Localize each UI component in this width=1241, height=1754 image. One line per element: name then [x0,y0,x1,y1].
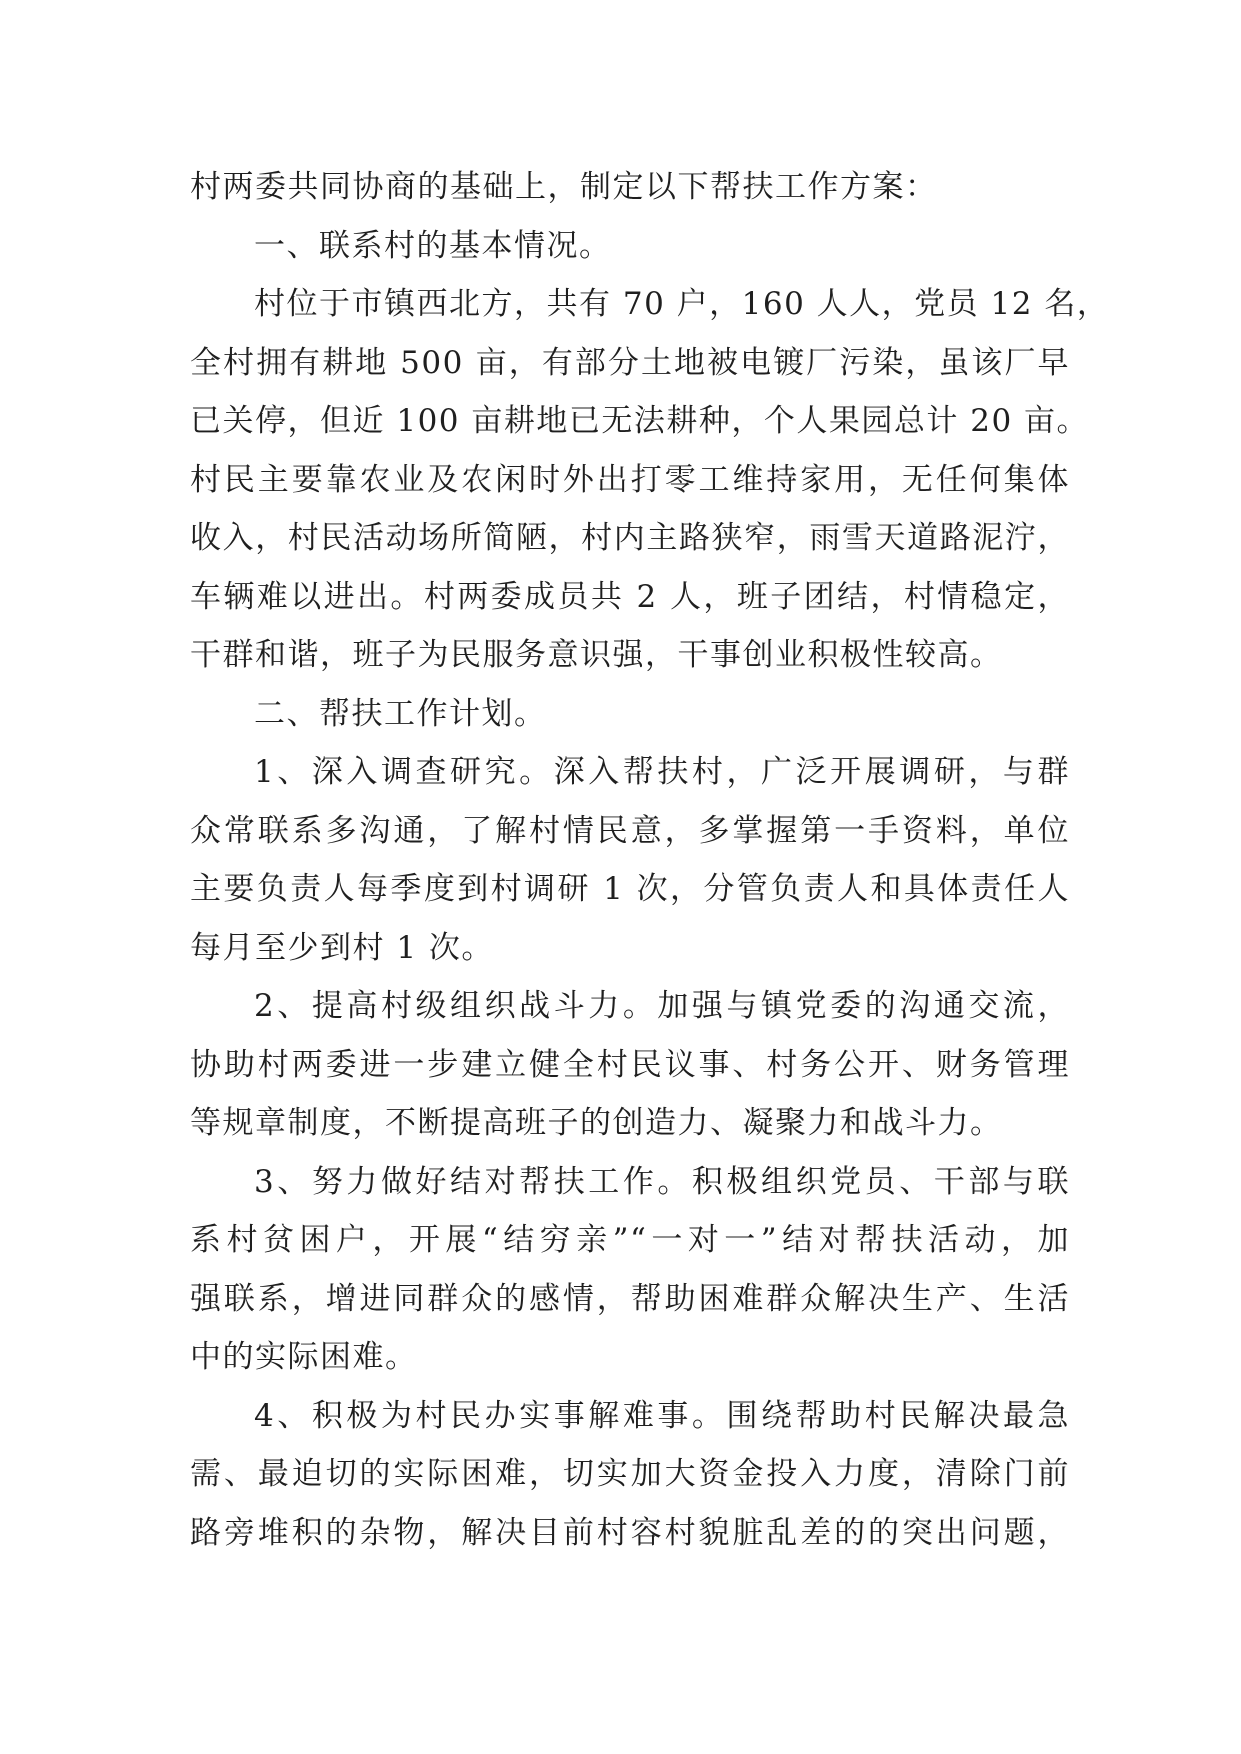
text-line: 车辆难以进出。村两委成员共 2 人，班子团结，村情稳定， [190,578,1070,615]
text-line: 强联系，增进同群众的感情，帮助困难群众解决生产、生活 [190,1280,1070,1317]
text-line: 3、努力做好结对帮扶工作。积极组织党员、干部与联 [254,1163,1070,1200]
text-line: 系村贫困户，开展“结穷亲”“一对一”结对帮扶活动，加 [190,1222,1070,1258]
section-heading: 二、帮扶工作计划。 [254,695,547,732]
text-line: 2、提高村级组织战斗力。加强与镇党委的沟通交流， [254,988,1070,1024]
section-heading: 一、联系村的基本情况。 [254,227,612,264]
text-line: 村民主要靠农业及农闲时外出打零工维持家用，无任何集体 [190,461,1070,498]
text-line: 路旁堆积的杂物，解决目前村容村貌脏乱差的的突出问题， [190,1514,1070,1551]
text-line: 干群和谐，班子为民服务意识强，干事创业积极性较高。 [190,637,1003,673]
text-line: 众常联系多沟通，了解村情民意，多掌握第一手资料，单位 [190,812,1070,849]
text-line: 全村拥有耕地 500 亩，有部分土地被电镀厂污染，虽该厂早 [190,344,1070,381]
text-line: 收入，村民活动场所简陋，村内主路狭窄，雨雪天道路泥泞， [190,520,1070,556]
text-line: 4、积极为村民办实事解难事。围绕帮助村民解决最急 [254,1397,1070,1434]
text-line: 需、最迫切的实际困难，切实加大资金投入力度，清除门前 [190,1456,1070,1492]
text-line: 协助村两委进一步建立健全村民议事、村务公开、财务管理 [190,1046,1070,1083]
text-line: 每月至少到村 1 次。 [190,929,494,966]
text-line: 村两委共同协商的基础上，制定以下帮扶工作方案： [190,169,938,205]
text-line: 等规章制度，不断提高班子的创造力、凝聚力和战斗力。 [190,1105,1003,1141]
text-line: 已关停，但近 100 亩耕地已无法耕种，个人果园总计 20 亩。 [190,403,1090,439]
text-line: 中的实际困难。 [190,1339,418,1375]
text-line: 村位于市镇西北方，共有 70 户，160 人人，党员 12 名， [254,286,1110,322]
text-line: 主要负责人每季度到村调研 1 次，分管负责人和具体责任人 [190,871,1070,907]
document-body [190,158,1110,1562]
text-line: 1、深入调查研究。深入帮扶村，广泛开展调研，与群 [254,754,1070,790]
